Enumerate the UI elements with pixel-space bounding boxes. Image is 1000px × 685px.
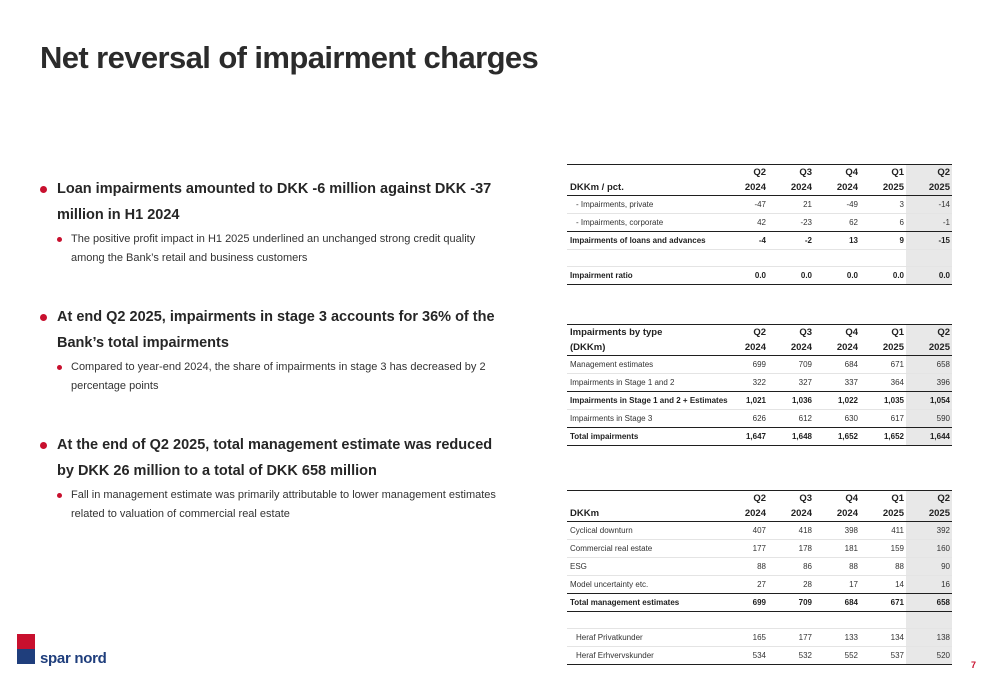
row-label: Impairments in Stage 1 and 2 [567,374,722,392]
cell-value: 1,644 [906,428,952,446]
row-label: Heraf Erhvervskunder [567,647,722,665]
cell-value: 658 [906,356,952,374]
cell-value: 392 [906,522,952,540]
cell-value: 537 [860,647,906,665]
cell-value: 16 [906,576,952,594]
period-header: Q1 2025 [860,325,906,356]
row-label: - Impairments, corporate [567,214,722,232]
cell-value: 532 [768,647,814,665]
bullet-dot-icon [40,186,47,193]
period-header: Q3 2024 [768,491,814,522]
cell-value: 552 [814,647,860,665]
cell-value: -4 [722,232,768,250]
table-spacer-row [567,612,952,629]
row-label: - Impairments, private [567,196,722,214]
cell-value: 1,652 [860,428,906,446]
logo-mark-lower-icon [17,649,35,664]
cell-value: 9 [860,232,906,250]
period-header: Q4 2024 [814,491,860,522]
cell-value: 1,054 [906,392,952,410]
table-row [567,214,952,232]
cell-value: 0.0 [814,267,860,285]
cell-value: -15 [906,232,952,250]
sub-bullet-dot-icon [57,493,62,498]
cell-value: 699 [722,594,768,612]
period-header: Q3 2024 [768,165,814,196]
row-label: Management estimates [567,356,722,374]
cell-value: 398 [814,522,860,540]
cell-value: 699 [722,356,768,374]
row-label: Model uncertainty etc. [567,576,722,594]
cell-value: 1,652 [814,428,860,446]
period-header: Q3 2024 [768,325,814,356]
cell-value: 364 [860,374,906,392]
cell-value: 165 [722,629,768,647]
row-label: Impairments of loans and advances [567,232,722,250]
sub-bullet-3-text: Fall in management estimate was primarily attributable to lower management estimates related to valuation of commercial real estate [71,489,496,520]
period-header: Q4 2024 [814,325,860,356]
bullet-2 [40,304,510,356]
bullet-dot-icon [40,442,47,449]
cell-value: 13 [814,232,860,250]
period-header: Q2 2025 [906,325,952,356]
table-row [567,356,952,374]
impairments-by-type-table [567,324,952,446]
row-label: Heraf Privatkunder [567,629,722,647]
sub-bullet-dot-icon [57,365,62,370]
cell-value: 0.0 [906,267,952,285]
cell-value: 1,021 [722,392,768,410]
cell-value: 671 [860,356,906,374]
table-row [567,594,952,612]
cell-value: 160 [906,540,952,558]
table-header-row [567,165,952,196]
cell-value: 612 [768,410,814,428]
period-header: Q2 2025 [906,491,952,522]
sub-bullet-1 [57,230,510,268]
cell-value: 133 [814,629,860,647]
row-label: Impairment ratio [567,267,722,285]
cell-value: -2 [768,232,814,250]
cell-value: 590 [906,410,952,428]
table-row [567,410,952,428]
cell-value: 1,647 [722,428,768,446]
cell-value: 6 [860,214,906,232]
cell-value: 684 [814,594,860,612]
table-header-row [567,491,952,522]
cell-value: 0.0 [722,267,768,285]
table-row [567,629,952,647]
cell-value: 534 [722,647,768,665]
page-number: 7 [971,660,977,670]
table-header-label: DKKm / pct. [567,165,722,196]
table-header-label: Impairments by type (DKKm) [567,325,722,356]
cell-value: 0.0 [768,267,814,285]
sub-bullet-2-text: Compared to year-end 2024, the share of impairments in stage 3 has decreased by 2 percentage points [71,361,486,392]
page-title: Net reversal of impairment charges [40,40,539,75]
cell-value: 62 [814,214,860,232]
cell-value: -1 [906,214,952,232]
table-header-label: DKKm [567,491,722,522]
table-row [567,232,952,250]
cell-value: 28 [768,576,814,594]
cell-value: 86 [768,558,814,576]
cell-value: 1,648 [768,428,814,446]
cell-value: 178 [768,540,814,558]
table-header-row [567,325,952,356]
cell-value: 411 [860,522,906,540]
table-row [567,647,952,665]
cell-value: 327 [768,374,814,392]
cell-value: 27 [722,576,768,594]
cell-value: 134 [860,629,906,647]
sub-bullet-1-text: The positive profit impact in H1 2025 underlined an unchanged strong credit quality among the Bank’s retail and business customers [71,233,476,264]
bullet-3 [40,432,510,484]
cell-value: 709 [768,356,814,374]
table-row [567,540,952,558]
table-row [567,267,952,285]
cell-value: 407 [722,522,768,540]
cell-value: -23 [768,214,814,232]
cell-value: 181 [814,540,860,558]
row-label: Impairments in Stage 3 [567,410,722,428]
period-header: Q2 2024 [722,491,768,522]
impairments-table [567,164,952,285]
cell-value: 177 [722,540,768,558]
bullet-dot-icon [40,314,47,321]
period-header: Q2 2025 [906,165,952,196]
cell-value: 3 [860,196,906,214]
management-estimates-table [567,490,952,665]
cell-value: 658 [906,594,952,612]
cell-value: 626 [722,410,768,428]
period-header: Q1 2025 [860,491,906,522]
table-row [567,522,952,540]
period-header: Q1 2025 [860,165,906,196]
cell-value: 617 [860,410,906,428]
row-label: Total impairments [567,428,722,446]
bullet-list [40,176,510,524]
sub-bullet-3 [57,486,510,524]
cell-value: 88 [814,558,860,576]
cell-value: 88 [722,558,768,576]
period-header: Q2 2024 [722,325,768,356]
bullet-2-text: At end Q2 2025, impairments in stage 3 accounts for 36% of the Bank’s total impairments [57,309,495,351]
cell-value: 1,036 [768,392,814,410]
cell-value: 17 [814,576,860,594]
row-label: ESG [567,558,722,576]
cell-value: 709 [768,594,814,612]
table-spacer-row [567,250,952,267]
row-label: Impairments in Stage 1 and 2 + Estimates [567,392,722,410]
spar-nord-logo [17,634,117,668]
table-row [567,558,952,576]
cell-value: 138 [906,629,952,647]
row-label: Commercial real estate [567,540,722,558]
period-header: Q4 2024 [814,165,860,196]
cell-value: 396 [906,374,952,392]
cell-value: 1,022 [814,392,860,410]
cell-value: 177 [768,629,814,647]
table-row [567,576,952,594]
cell-value: 1,035 [860,392,906,410]
cell-value: -49 [814,196,860,214]
cell-value: 322 [722,374,768,392]
cell-value: 337 [814,374,860,392]
cell-value: -14 [906,196,952,214]
cell-value: 671 [860,594,906,612]
bullet-1-text: Loan impairments amounted to DKK -6 million against DKK -37 million in H1 2024 [57,181,492,223]
cell-value: 418 [768,522,814,540]
cell-value: 684 [814,356,860,374]
cell-value: 0.0 [860,267,906,285]
cell-value: 14 [860,576,906,594]
table-row [567,392,952,410]
table-row [567,196,952,214]
cell-value: 90 [906,558,952,576]
cell-value: 21 [768,196,814,214]
cell-value: 42 [722,214,768,232]
cell-value: 88 [860,558,906,576]
bullet-1 [40,176,510,228]
row-label: Cyclical downturn [567,522,722,540]
period-header: Q2 2024 [722,165,768,196]
cell-value: 159 [860,540,906,558]
bullet-3-text: At the end of Q2 2025, total management estimate was reduced by DKK 26 million to a total of DKK 658 million [57,437,493,479]
logo-text: spar nord [40,650,107,667]
table-row [567,374,952,392]
cell-value: 630 [814,410,860,428]
cell-value: 520 [906,647,952,665]
cell-value: -47 [722,196,768,214]
row-label: Total management estimates [567,594,722,612]
table-row [567,428,952,446]
sub-bullet-2 [57,358,510,396]
sub-bullet-dot-icon [57,237,62,242]
